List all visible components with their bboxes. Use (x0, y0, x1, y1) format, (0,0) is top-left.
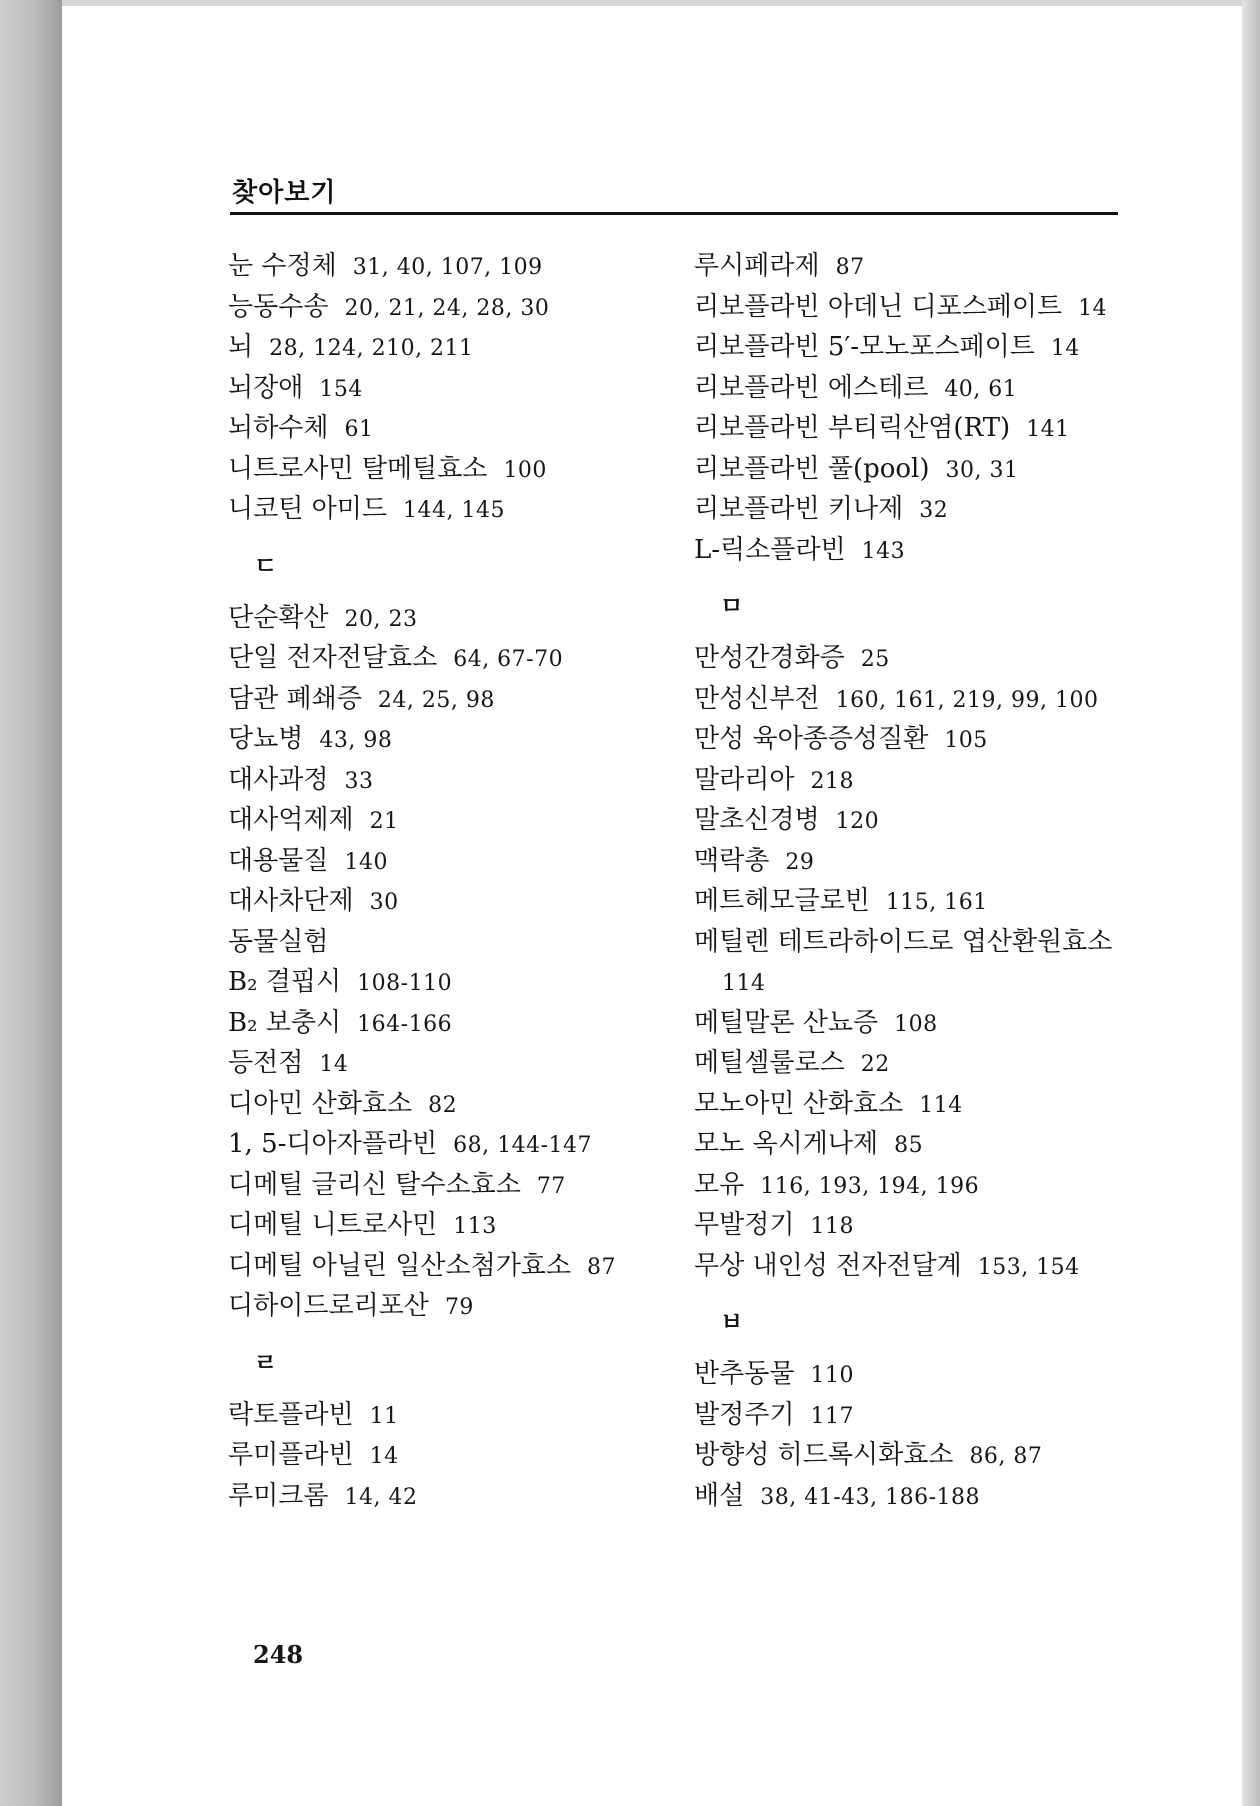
index-entry: 디메틸 아닐린 일산소첨가효소 87 (228, 1250, 617, 1281)
index-entry: 만성 육아종증성질환 105 (694, 724, 988, 754)
index-entry: 등전점 14 (228, 1048, 349, 1078)
index-entry: 모노 옥시게나제 85 (694, 1129, 924, 1159)
group-heading-d: ㄷ (254, 551, 278, 580)
index-entry: 발정주기 117 (694, 1399, 854, 1430)
index-entry: 락토플라빈 11 (228, 1399, 399, 1430)
index-entry: 리보플라빈 키나제 32 (694, 494, 949, 524)
page-number: 248 (253, 1640, 304, 1669)
index-entry: 메틸렌 테트라하이드로 엽산환원효소 (694, 926, 1113, 957)
index-entry: 메트헤모글로빈 115, 161 (694, 886, 988, 916)
index-entry: 동물실험 (228, 926, 329, 957)
index-entry: 뇌장애 154 (228, 372, 363, 403)
index-entry: 메틸말론 산뇨증 108 (694, 1007, 938, 1038)
index-entry: 리보플라빈 5′-모노포스페이트 14 (694, 332, 1080, 362)
index-entry: 1, 5-디아자플라빈 68, 144-147 (228, 1129, 593, 1159)
index-entry: 리보플라빈 아데닌 디포스페이트 14 (694, 291, 1108, 322)
index-entry: 리보플라빈 에스테르 40, 61 (694, 372, 1018, 403)
index-entry: 단일 전자전달효소 64, 67-70 (228, 643, 564, 673)
group-heading-b: ㅂ (720, 1308, 744, 1336)
index-entry: 대사과정 33 (228, 764, 374, 795)
index-entry: 말초신경병 120 (694, 805, 880, 835)
index-entry: 루미플라빈 14 (228, 1440, 399, 1470)
index-entry: 디메틸 글리신 탈수소효소 77 (228, 1169, 566, 1200)
index-entry: 뇌하수체 61 (228, 413, 374, 443)
index-entry: 무발정기 118 (694, 1210, 854, 1240)
index-entry: 단순확산 20, 23 (228, 602, 418, 633)
index-entry: 무상 내인성 전자전달계 153, 154 (694, 1250, 1080, 1281)
index-column-right (694, 246, 1134, 1516)
index-entry: 눈 수정체 31, 40, 107, 109 (228, 251, 543, 281)
index-entry: 모유 116, 193, 194, 196 (694, 1169, 980, 1200)
page-title: 찾아보기 (232, 178, 337, 208)
index-entry: 대사차단제 30 (228, 886, 399, 916)
index-entry: 말라리아 218 (694, 764, 854, 795)
index-entry: 만성간경화증 25 (694, 643, 890, 673)
group-heading-r: ㄹ (254, 1348, 278, 1377)
index-entry: 담관 폐쇄증 24, 25, 98 (228, 683, 495, 714)
index-entry: 방향성 히드록시화효소 86, 87 (694, 1440, 1043, 1470)
index-entry: 메틸셀룰로스 22 (694, 1048, 890, 1078)
index-entry: L-릭소플라빈 143 (694, 534, 906, 565)
index-entry: 니코틴 아미드 144, 145 (228, 494, 505, 524)
index-entry: 루시페라제 87 (694, 251, 865, 281)
index-entry: 루미크롬 14, 42 (228, 1480, 418, 1511)
index-entry: B₂ 보충시 164-166 (228, 1007, 453, 1038)
index-entry: 만성신부전 160, 161, 219, 99, 100 (694, 683, 1099, 714)
index-entry-continuation: 114 (722, 971, 766, 996)
index-entry: 디메틸 니트로사민 113 (228, 1210, 497, 1240)
header-divider (230, 212, 1118, 215)
index-entry: 반추동물 110 (694, 1359, 854, 1389)
index-entry: B₂ 결핍시 108-110 (228, 967, 453, 997)
group-heading-m: ㅁ (720, 592, 744, 620)
index-entry: 뇌 28, 124, 210, 211 (228, 332, 474, 362)
index-entry: 대용물질 140 (228, 845, 388, 876)
index-entry: 리보플라빈 부티릭산염(RT) 141 (694, 413, 1070, 443)
index-entry: 맥락총 29 (694, 845, 815, 876)
index-entry: 능동수송 20, 21, 24, 28, 30 (228, 291, 550, 322)
index-entry: 대사억제제 21 (228, 805, 399, 835)
index-entry: 모노아민 산화효소 114 (694, 1088, 963, 1119)
index-entry: 리보플라빈 풀(pool) 30, 31 (694, 453, 1019, 484)
index-entry: 디하이드로리포산 79 (228, 1291, 474, 1321)
index-entry: 배설 38, 41-43, 186-188 (694, 1480, 981, 1511)
index-entry: 당뇨병 43, 98 (228, 724, 393, 754)
index-column-left (228, 246, 668, 1516)
index-entry: 디아민 산화효소 82 (228, 1088, 458, 1119)
index-entry: 니트로사민 탈메틸효소 100 (228, 453, 547, 484)
